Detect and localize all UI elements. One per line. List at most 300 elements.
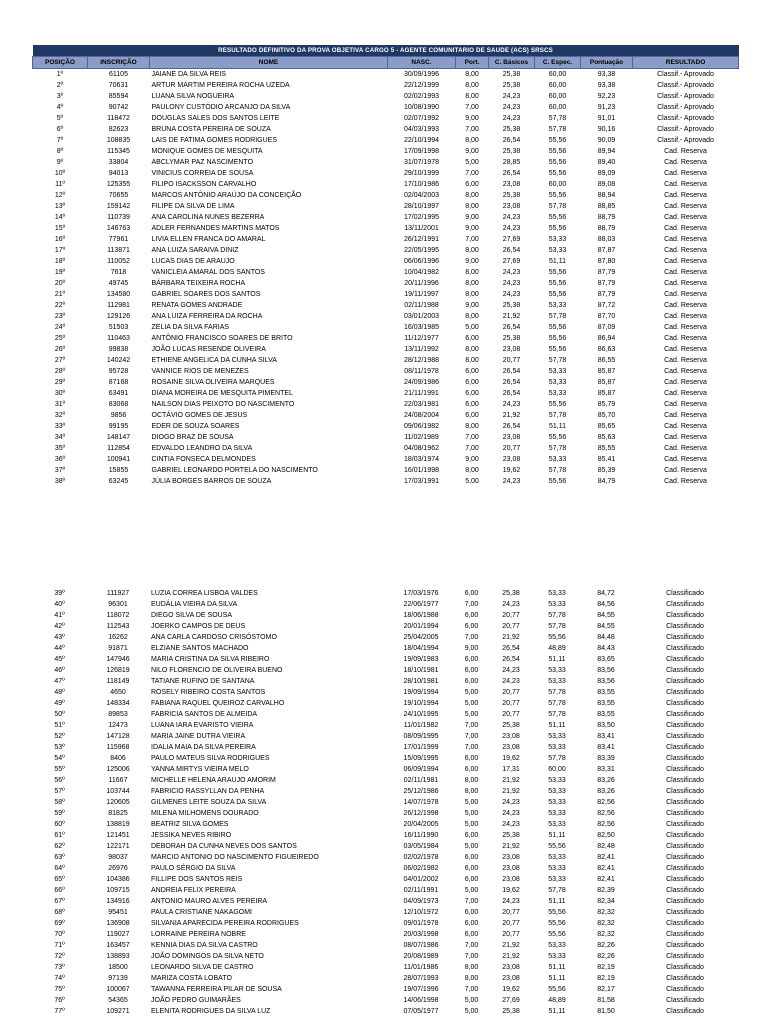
- cell-posicao: 10º: [54, 170, 66, 177]
- cell-c-espec: 53,33: [548, 854, 566, 861]
- cell-c-basicos: 19,62: [502, 467, 521, 474]
- cell-posicao: 14º: [54, 214, 66, 221]
- cell-c-basicos: 24,23: [502, 898, 520, 905]
- cell-inscricao: 95728: [108, 368, 129, 375]
- cell-posicao: 36º: [54, 456, 66, 463]
- cell-inscricao: 148147: [106, 434, 131, 441]
- table-row: [32, 742, 738, 753]
- table-row: [33, 300, 739, 311]
- cell-c-basicos: 19,62: [502, 986, 520, 993]
- cell-posicao: 73º: [54, 964, 65, 971]
- cell-inscricao: 63491: [108, 390, 129, 397]
- cell-c-espec: 53,33: [548, 302, 567, 309]
- cell-resultado: Classificado: [666, 843, 704, 850]
- cell-c-basicos: 20,77: [502, 623, 520, 630]
- cell-nome: DIANA MOREIRA DE MESQUITA PIMENTEL: [151, 390, 293, 397]
- table-row: [32, 687, 738, 698]
- cell-port: 6,00: [465, 335, 479, 342]
- cell-posicao: 39º: [54, 590, 65, 597]
- cell-nome: LEONARDO SILVA DE CASTRO: [151, 964, 254, 971]
- cell-port: 6,00: [464, 667, 479, 674]
- cell-pontuacao: 82,48: [597, 843, 615, 850]
- cell-pontuacao: 90,09: [597, 137, 616, 144]
- cell-posicao: 77º: [54, 1008, 65, 1015]
- cell-posicao: 58º: [54, 799, 65, 806]
- table-row: [33, 355, 739, 366]
- results-table-part-2: [32, 588, 738, 1017]
- cell-pontuacao: 82,32: [597, 909, 615, 916]
- cell-c-basicos: 26,54: [502, 137, 521, 144]
- cell-inscricao: 112543: [106, 623, 130, 630]
- cell-port: 5,00: [464, 1008, 479, 1015]
- cell-c-basicos: 23,08: [502, 744, 520, 751]
- cell-inscricao: 129126: [106, 313, 131, 320]
- cell-port: 7,00: [464, 733, 479, 740]
- table-row: [33, 69, 739, 81]
- cell-resultado: Classificado: [666, 777, 704, 784]
- table-row: [32, 764, 738, 775]
- cell-port: 9,00: [464, 645, 479, 652]
- cell-nasc: 06/09/1994: [403, 766, 439, 773]
- cell-port: 6,00: [464, 766, 479, 773]
- cell-nasc: 11/02/1989: [404, 434, 439, 441]
- cell-pontuacao: 83,55: [597, 700, 615, 707]
- cell-inscricao: 96301: [108, 601, 128, 608]
- cell-port: 8,00: [465, 313, 479, 320]
- cell-c-basicos: 25,38: [502, 192, 521, 199]
- table-row: [32, 731, 738, 742]
- cell-c-basicos: 25,38: [502, 590, 520, 597]
- cell-nome: ETHIENE ANGELICA DA CUNHA SILVA: [151, 357, 277, 364]
- cell-inscricao: 125355: [106, 181, 131, 188]
- cell-port: 6,00: [464, 623, 479, 630]
- table-row: [32, 995, 738, 1006]
- cell-port: 7,00: [464, 722, 479, 729]
- cell-inscricao: 120605: [106, 799, 130, 806]
- table-row: [33, 278, 739, 289]
- cell-nasc: 02/04/2003: [403, 192, 440, 199]
- table-row: [32, 588, 738, 599]
- table-row: [32, 962, 738, 973]
- cell-pontuacao: 82,56: [597, 821, 615, 828]
- cell-posicao: 6º: [56, 126, 64, 133]
- cell-posicao: 8º: [56, 148, 64, 155]
- cell-c-basicos: 26,54: [502, 247, 521, 254]
- cell-nome: ANDREIA FELIX PEREIRA: [151, 887, 236, 894]
- cell-nasc: 04/08/1962: [403, 445, 440, 452]
- cell-nome: BÁRBARA TEIXEIRA ROCHA: [151, 280, 246, 287]
- cell-c-basicos: 26,54: [502, 390, 521, 397]
- table-row: [32, 654, 738, 665]
- cell-posicao: 70º: [54, 931, 65, 938]
- cell-port: 7,00: [465, 236, 479, 243]
- cell-nome: OCTÁVIO GOMES DE JESUS: [151, 412, 248, 419]
- cell-c-espec: 55,56: [548, 346, 567, 353]
- cell-nasc: 11/01/1986: [403, 964, 439, 971]
- cell-nome: GABRIEL LEONARDO PORTELA DO NASCIMENTO: [151, 467, 318, 474]
- cell-c-espec: 53,33: [548, 876, 566, 883]
- cell-resultado: Cad. Reserva: [664, 192, 707, 199]
- cell-pontuacao: 89,08: [597, 181, 616, 188]
- cell-nome: ANA CAROLINA NUNES BEZERRA: [151, 214, 265, 221]
- cell-c-basicos: 24,23: [502, 104, 521, 111]
- cell-pontuacao: 83,50: [597, 722, 615, 729]
- cell-pontuacao: 89,09: [597, 170, 616, 177]
- cell-resultado: Classif.- Aprovado: [657, 93, 714, 100]
- cell-nasc: 24/10/1995: [403, 711, 439, 718]
- cell-port: 9,00: [465, 258, 479, 265]
- cell-pontuacao: 82,56: [597, 799, 615, 806]
- cell-nome: DIEGO SILVA DE SOUSA: [151, 612, 233, 619]
- cell-nome: CINTIA FONSECA DELMONDES: [151, 456, 256, 463]
- cell-nasc: 28/12/1988: [403, 357, 440, 364]
- cell-c-espec: 60,00: [548, 71, 567, 78]
- cell-port: 6,00: [464, 656, 479, 663]
- cell-nome: ANA LUIZA FERREIRA DA ROCHA: [151, 313, 263, 320]
- table-row: [32, 665, 738, 676]
- cell-nasc: 20/11/1996: [404, 280, 439, 287]
- cell-port: 5,00: [464, 821, 479, 828]
- table-row: [33, 432, 739, 443]
- cell-port: 5,00: [464, 711, 479, 718]
- table-row: [33, 201, 739, 212]
- cell-nome: JOERKO CAMPOS DE DEUS: [151, 623, 246, 630]
- cell-nasc: 19/11/1997: [404, 291, 439, 298]
- cell-pontuacao: 89,40: [597, 159, 616, 166]
- cell-nasc: 10/04/1982: [403, 269, 440, 276]
- cell-inscricao: 87168: [108, 379, 129, 386]
- cell-resultado: Cad. Reserva: [664, 467, 707, 474]
- cell-port: 8,00: [465, 346, 479, 353]
- cell-c-basicos: 21,92: [502, 942, 520, 949]
- cell-c-espec: 57,78: [548, 313, 567, 320]
- cell-nasc: 02/11/1988: [404, 302, 439, 309]
- table-row: [33, 399, 739, 410]
- cell-c-basicos: 24,23: [502, 667, 520, 674]
- cell-resultado: Cad. Reserva: [664, 291, 707, 298]
- cell-nome: SILVANIA APARECIDA PEREIRA RODRIGUES: [151, 920, 299, 927]
- cell-inscricao: 4650: [110, 689, 126, 696]
- cell-nome: LUZIA CORREA LISBOA VALDES: [151, 590, 258, 597]
- cell-pontuacao: 88,79: [597, 214, 616, 221]
- cell-posicao: 62º: [54, 843, 65, 850]
- cell-pontuacao: 82,39: [597, 887, 615, 894]
- cell-inscricao: 104386: [106, 876, 130, 883]
- table-row: [32, 830, 738, 841]
- cell-port: 7,00: [465, 170, 479, 177]
- cell-posicao: 40º: [54, 601, 65, 608]
- cell-c-espec: 55,56: [548, 159, 567, 166]
- cell-c-basicos: 20,77: [502, 612, 520, 619]
- cell-nome: ANTÔNIO FRANCISCO SOARES DE BRITO: [151, 335, 293, 342]
- cell-c-basicos: 23,08: [502, 876, 520, 883]
- cell-nome: JÚLIA BORGES BARROS DE SOUZA: [151, 478, 272, 485]
- cell-inscricao: 110052: [107, 258, 130, 265]
- table-body-part-2: [32, 588, 738, 1017]
- cell-inscricao: 98037: [108, 854, 128, 861]
- cell-c-basicos: 23,08: [502, 203, 521, 210]
- cell-resultado: Classif.- Aprovado: [657, 104, 714, 111]
- cell-c-basicos: 20,77: [502, 931, 520, 938]
- cell-inscricao: 94013: [108, 170, 129, 177]
- cell-port: 9,00: [465, 148, 479, 155]
- cell-nasc: 04/03/1993: [403, 126, 440, 133]
- cell-port: 8,00: [465, 467, 479, 474]
- cell-port: 9,00: [465, 456, 479, 463]
- cell-c-espec: 60,00: [548, 766, 566, 773]
- cell-c-espec: 51,11: [548, 722, 566, 729]
- cell-posicao: 74º: [54, 975, 65, 982]
- cell-port: 6,00: [465, 379, 479, 386]
- cell-posicao: 32º: [54, 412, 66, 419]
- cell-c-espec: 53,33: [548, 799, 566, 806]
- cell-port: 5,00: [465, 324, 479, 331]
- table-row: [33, 476, 739, 487]
- cell-nasc: 22/03/1981: [403, 401, 440, 408]
- cell-posicao: 42º: [54, 623, 65, 630]
- cell-nasc: 07/05/1977: [403, 1008, 439, 1015]
- cell-port: 7,00: [465, 434, 479, 441]
- cell-inscricao: 109715: [106, 887, 130, 894]
- table-row: [33, 267, 739, 278]
- cell-nome: EUDÁLIA VIEIRA DA SILVA: [151, 601, 238, 608]
- cell-posicao: 15º: [54, 225, 66, 232]
- cell-nasc: 03/01/2003: [403, 313, 440, 320]
- cell-posicao: 52º: [54, 733, 65, 740]
- cell-c-espec: 55,56: [548, 170, 567, 177]
- cell-nasc: 30/09/1996: [403, 71, 440, 78]
- cell-resultado: Classificado: [666, 601, 704, 608]
- cell-port: 5,00: [465, 159, 479, 166]
- cell-c-espec: 57,78: [548, 887, 566, 894]
- cell-resultado: Classif.- Aprovado: [657, 126, 714, 133]
- cell-c-espec: 55,56: [548, 634, 566, 641]
- cell-posicao: 56º: [54, 777, 65, 784]
- cell-c-espec: 55,56: [548, 843, 566, 850]
- cell-c-basicos: 21,92: [502, 634, 520, 641]
- cell-nome: NAILSON DIAS PEIXOTO DO NASCIMENTO: [151, 401, 295, 408]
- cell-posicao: 28º: [54, 368, 66, 375]
- cell-port: 8,00: [465, 71, 479, 78]
- cell-nasc: 08/09/1995: [403, 733, 439, 740]
- cell-nome: DEBORAH DA CUNHA NEVES DOS SANTOS: [151, 843, 297, 850]
- cell-pontuacao: 85,65: [597, 423, 616, 430]
- cell-pontuacao: 84,56: [597, 601, 615, 608]
- cell-posicao: 45º: [54, 656, 65, 663]
- cell-c-espec: 48,89: [548, 997, 566, 1004]
- cell-pontuacao: 82,32: [597, 920, 615, 927]
- results-table-part-1: [32, 45, 738, 487]
- cell-nasc: 06/06/1996: [403, 258, 440, 265]
- cell-port: 8,00: [464, 975, 479, 982]
- cell-nome: FABIANA RAQUEL QUEIROZ CARVALHO: [151, 700, 285, 707]
- cell-nasc: 20/03/1998: [403, 931, 439, 938]
- cell-c-espec: 55,56: [548, 401, 567, 408]
- cell-c-espec: 57,78: [548, 755, 566, 762]
- cell-resultado: Cad. Reserva: [664, 478, 707, 485]
- cell-c-basicos: 20,77: [502, 445, 521, 452]
- cell-c-basicos: 17,31: [502, 766, 520, 773]
- table-row: [32, 984, 738, 995]
- cell-nasc: 19/07/1996: [403, 986, 439, 993]
- cell-resultado: Classif.- Aprovado: [657, 137, 714, 144]
- cell-nome: YANNA MIRTYS VIEIRA MELO: [151, 766, 249, 773]
- cell-nasc: 18/10/1981: [403, 667, 439, 674]
- cell-inscricao: 103744: [106, 788, 130, 795]
- cell-port: 8,00: [465, 93, 479, 100]
- cell-nome: PAULONY CUSTÓDIO ARCANJO DA SILVA: [151, 104, 291, 111]
- cell-posicao: 19º: [54, 269, 66, 276]
- cell-pontuacao: 83,26: [597, 777, 615, 784]
- table-row: [32, 632, 738, 643]
- cell-nome: JESSIKA NEVES RIBIRO: [151, 832, 232, 839]
- cell-port: 6,00: [464, 920, 479, 927]
- cell-port: 6,00: [464, 909, 479, 916]
- cell-posicao: 75º: [54, 986, 65, 993]
- table-row: [33, 245, 739, 256]
- cell-resultado: Classificado: [666, 854, 704, 861]
- cell-inscricao: 109271: [106, 1008, 130, 1015]
- cell-c-espec: 57,78: [548, 126, 567, 133]
- table-row: [32, 907, 738, 918]
- cell-inscricao: 91871: [108, 645, 128, 652]
- cell-c-espec: 51,11: [549, 423, 566, 430]
- cell-resultado: Classificado: [666, 623, 704, 630]
- cell-c-espec: 55,56: [548, 148, 567, 155]
- cell-nome: LAIS DE FATIMA GOMES RODRIGUES: [151, 137, 278, 144]
- cell-posicao: 38º: [54, 478, 66, 485]
- cell-nasc: 16/11/1990: [403, 832, 439, 839]
- cell-nome: PAULO MATEUS SILVA RODRIGUES: [151, 755, 270, 762]
- cell-c-basicos: 23,08: [502, 733, 520, 740]
- cell-c-espec: 55,56: [548, 214, 567, 221]
- cell-c-espec: 53,33: [548, 379, 567, 386]
- cell-resultado: Classificado: [666, 766, 704, 773]
- cell-pontuacao: 84,55: [597, 612, 615, 619]
- cell-inscricao: 140242: [106, 357, 131, 364]
- cell-pontuacao: 81,58: [597, 997, 615, 1004]
- cell-posicao: 11º: [55, 181, 65, 188]
- cell-c-espec: 51,11: [549, 258, 566, 265]
- cell-inscricao: 83068: [108, 401, 129, 408]
- cell-c-basicos: 27,69: [502, 258, 521, 265]
- cell-c-espec: 51,11: [548, 1008, 566, 1015]
- cell-c-espec: 53,33: [548, 590, 566, 597]
- cell-inscricao: 126819: [106, 667, 130, 674]
- cell-resultado: Classificado: [666, 920, 704, 927]
- cell-inscricao: 125006: [106, 766, 130, 773]
- cell-resultado: Cad. Reserva: [664, 302, 707, 309]
- cell-posicao: 48º: [54, 689, 65, 696]
- cell-pontuacao: 81,50: [597, 1008, 615, 1015]
- table-row: [32, 676, 738, 687]
- cell-nasc: 16/03/1985: [403, 324, 440, 331]
- table-row: [33, 212, 739, 223]
- cell-port: 6,00: [465, 368, 479, 375]
- cell-port: 7,00: [464, 942, 479, 949]
- table-row: [33, 333, 739, 344]
- cell-c-basicos: 23,08: [502, 964, 520, 971]
- table-row: [32, 643, 738, 654]
- cell-pontuacao: 83,56: [597, 667, 615, 674]
- cell-nasc: 22/06/1977: [403, 601, 439, 608]
- cell-c-basicos: 24,23: [502, 225, 521, 232]
- cell-resultado: Classificado: [666, 689, 704, 696]
- table-row: [33, 146, 739, 157]
- cell-nasc: 18/04/1994: [403, 645, 439, 652]
- cell-resultado: Classificado: [666, 821, 704, 828]
- cell-c-basicos: 20,77: [502, 700, 520, 707]
- table-title: RESULTADO DEFINITIVO DA PROVA OBJETIVA CARGO 5 - AGENTE COMUNITARIO DE SAUDE (ACS) SRSCS: [33, 45, 739, 57]
- cell-pontuacao: 87,70: [597, 313, 616, 320]
- cell-pontuacao: 88,94: [597, 192, 616, 199]
- table-row: [33, 344, 739, 355]
- cell-inscricao: 90742: [108, 104, 129, 111]
- cell-c-espec: 51,11: [548, 964, 566, 971]
- cell-port: 5,00: [465, 478, 479, 485]
- cell-port: 7,00: [464, 898, 479, 905]
- cell-pontuacao: 83,55: [597, 689, 615, 696]
- cell-pontuacao: 88,85: [597, 203, 616, 210]
- cell-port: 5,00: [464, 700, 479, 707]
- cell-posicao: 24º: [54, 324, 66, 331]
- cell-pontuacao: 86,63: [597, 346, 616, 353]
- cell-resultado: Cad. Reserva: [664, 445, 707, 452]
- cell-c-espec: 53,33: [548, 865, 566, 872]
- cell-port: 6,00: [465, 401, 479, 408]
- cell-nome: FILIPO ISACKSSON CARVALHO: [151, 181, 257, 188]
- cell-nome: LUANA SILVA NOGUEIRA: [151, 93, 235, 100]
- cell-nome: ANTONIO MAURO ALVES PEREIRA: [151, 898, 268, 905]
- cell-pontuacao: 84,48: [597, 634, 615, 641]
- cell-pontuacao: 85,70: [597, 412, 616, 419]
- cell-pontuacao: 91,01: [597, 115, 616, 122]
- cell-c-espec: 55,56: [548, 920, 566, 927]
- cell-nasc: 22/12/1999: [403, 82, 440, 89]
- cell-nome: DIOGO BRAZ DE SOUSA: [151, 434, 234, 441]
- table-row: [32, 599, 738, 610]
- cell-pontuacao: 87,79: [597, 280, 616, 287]
- cell-c-basicos: 23,08: [502, 456, 521, 463]
- cell-posicao: 27º: [54, 357, 66, 364]
- col-header-resultado: RESULTADO: [633, 57, 739, 69]
- cell-nasc: 13/11/1992: [404, 346, 439, 353]
- cell-c-basicos: 25,38: [502, 335, 521, 342]
- cell-inscricao: 100067: [106, 986, 130, 993]
- cell-inscricao: 159142: [106, 203, 131, 210]
- cell-c-basicos: 24,23: [502, 478, 521, 485]
- cell-nome: FABRICIA SANTOS DE ALMEIDA: [151, 711, 258, 718]
- cell-resultado: Cad. Reserva: [664, 324, 707, 331]
- cell-nasc: 28/10/1997: [403, 203, 440, 210]
- cell-inscricao: 7618: [110, 269, 127, 276]
- cell-resultado: Classificado: [666, 612, 704, 619]
- cell-inscricao: 147128: [106, 733, 130, 740]
- cell-c-basicos: 24,23: [502, 601, 520, 608]
- col-header-inscricao: INSCRIÇÃO: [88, 57, 150, 69]
- table-row: [33, 256, 739, 267]
- table-row: [33, 168, 739, 179]
- cell-posicao: 57º: [54, 788, 65, 795]
- cell-inscricao: 110739: [107, 214, 130, 221]
- table-row: [33, 190, 739, 201]
- cell-nome: FILLIPE DOS SANTOS REIS: [151, 876, 243, 883]
- cell-nome: JOÃO PEDRO GUIMARÃES: [151, 997, 241, 1004]
- table-row: [33, 322, 739, 333]
- cell-c-espec: 53,33: [548, 821, 566, 828]
- table-row: [32, 753, 738, 764]
- cell-nasc: 19/10/1994: [403, 700, 439, 707]
